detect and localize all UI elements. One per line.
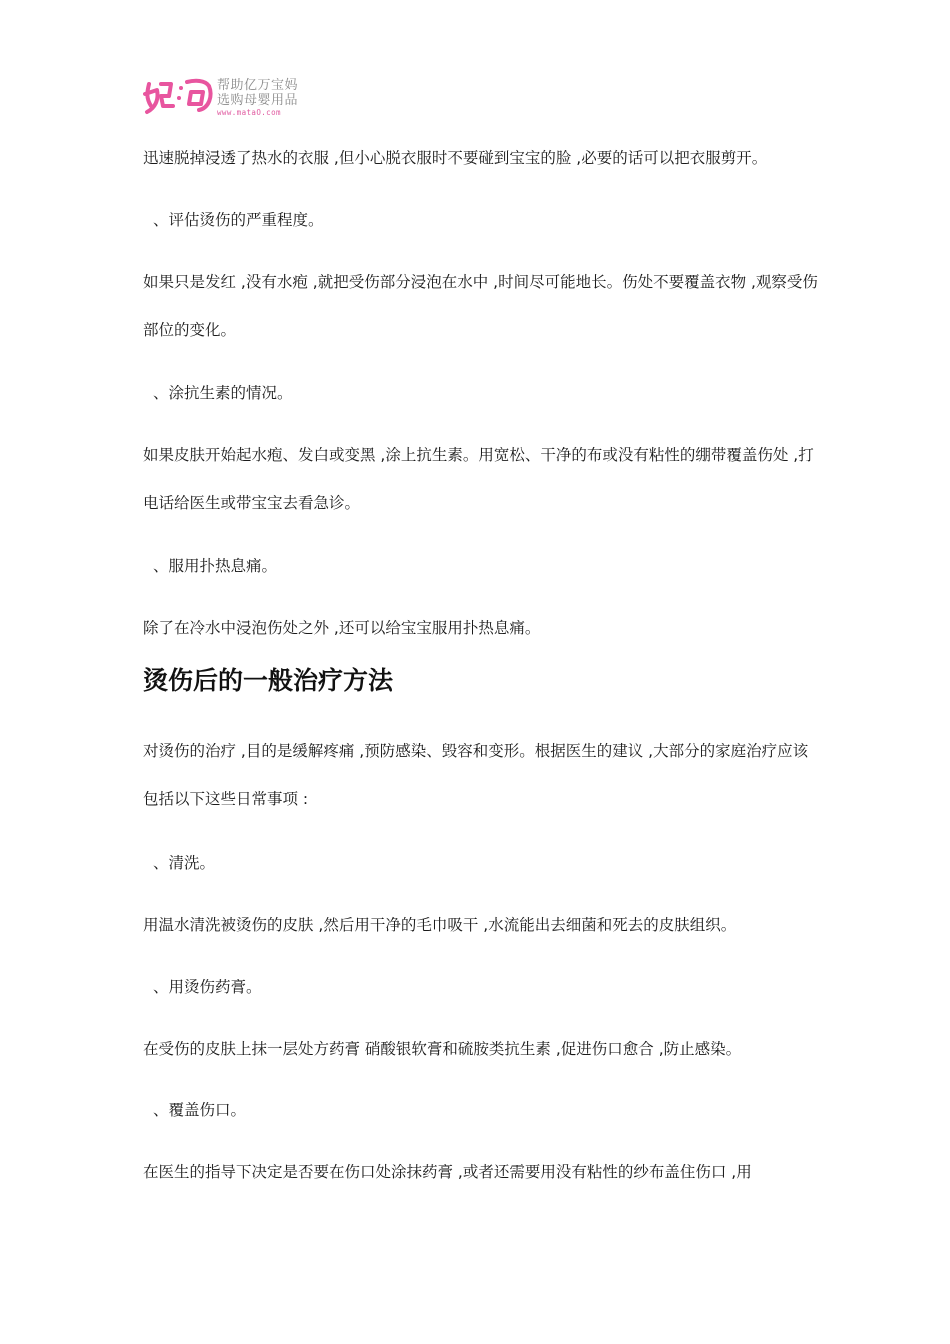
paragraph: 迅速脱掉浸透了热水的衣服 ,但小心脱衣服时不要碰到宝宝的脸 ,必要的话可以把衣服剪开。: [143, 149, 768, 167]
list-item: 、服用扑热息痛。: [153, 557, 278, 575]
paragraph: 在受伤的皮肤上抹一层处方药膏 硝酸银软膏和硫胺类抗生素 ,促进伤口愈合 ,防止感染。: [143, 1040, 742, 1058]
paragraph: 在医生的指导下决定是否要在伤口处涂抹药膏 ,或者还需要用没有粘性的纱布盖住伤口 ,用: [143, 1163, 752, 1181]
logo-url: www.mataO.com: [217, 108, 281, 117]
logo-slogan-line2: 选购母婴用品: [217, 93, 299, 108]
paragraph: 除了在冷水中浸泡伤处之外 ,还可以给宝宝服用扑热息痛。: [143, 619, 541, 637]
paragraph: 如果皮肤开始起水疱、发白或变黑 ,涂上抗生素。用宽松、干净的布或没有粘性的绷带覆盖伤处 ,打电话给医生或带宝宝去看急诊。: [143, 446, 814, 512]
section-heading: 烫伤后的一般治疗方法: [143, 666, 394, 695]
list-item: 、涂抗生素的情况。: [153, 384, 293, 402]
paragraph: 如果只是发红 ,没有水疱 ,就把受伤部分浸泡在水中 ,时间尽可能地长。伤处不要覆盖衣物 ,观察受伤部位的变化。: [143, 273, 818, 339]
list-item: 、用烫伤药膏。: [153, 978, 262, 996]
logo-slogan-line1: 帮助亿万宝妈: [217, 78, 299, 93]
paragraph: 用温水清洗被烫伤的皮肤 ,然后用干净的毛巾吸干 ,水流能出去细菌和死去的皮肤组织。: [143, 916, 737, 934]
logo-slogan: [217, 78, 298, 108]
list-item: 、清洗。: [153, 854, 216, 872]
logo-mark-icon: [143, 76, 215, 116]
list-item: 、覆盖伤口。: [153, 1101, 247, 1119]
paragraph: 对烫伤的治疗 ,目的是缓解疼痛 ,预防感染、毁容和变形。根据医生的建议 ,大部分的家庭治疗应该包括以下这些日常事项 :: [143, 742, 809, 808]
list-item: 、评估烫伤的严重程度。: [153, 211, 324, 229]
logo: [143, 76, 313, 122]
